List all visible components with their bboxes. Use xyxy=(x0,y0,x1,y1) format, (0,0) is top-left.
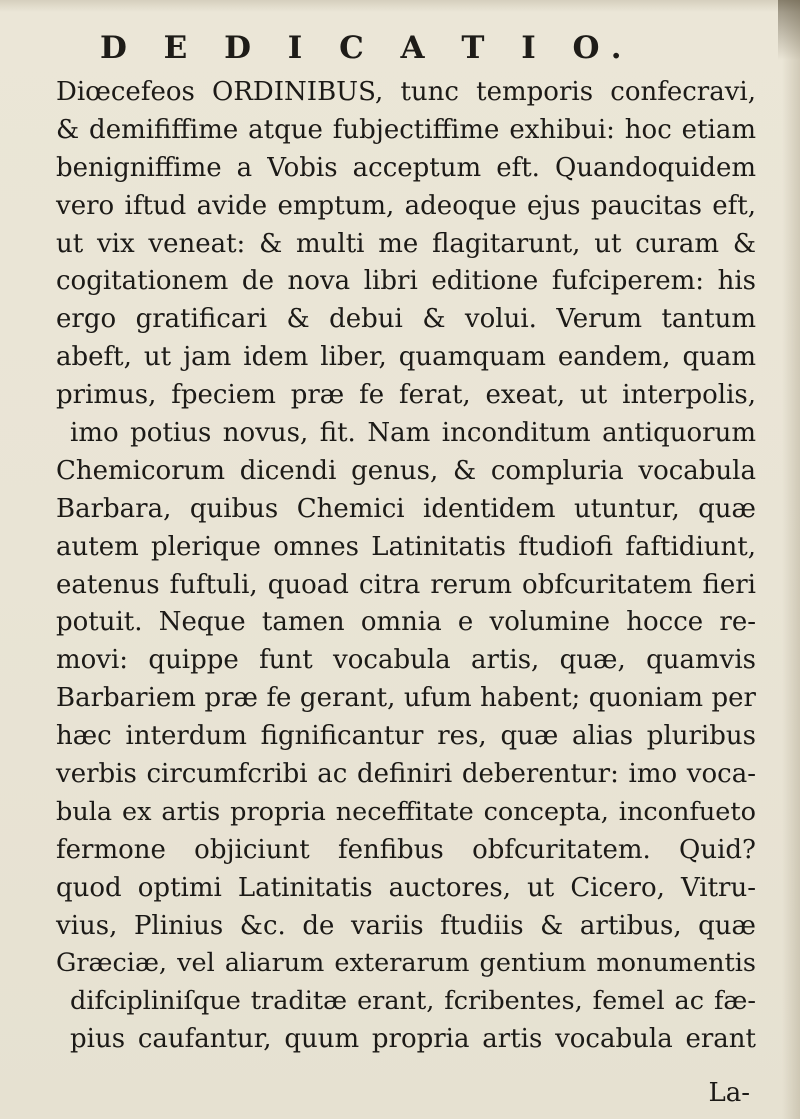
page-top-shadow xyxy=(0,0,800,12)
text-line: Chemicorum dicendi genus, & compluria vocabula xyxy=(56,455,756,486)
text-line: pius caufantur, quum propria artis vocabula erant xyxy=(70,1024,756,1055)
text-line: vero iftud avide emptum, adeoque ejus paucitas eft, xyxy=(56,190,756,221)
running-head: D E D I C A T I O. xyxy=(100,30,635,66)
text-line: vius, Plinius &c. de variis ftudiis & artibus, quæ xyxy=(56,910,756,941)
corner-stain xyxy=(778,0,800,60)
text-line: abeft, ut jam idem liber, quamquam eandem, quam xyxy=(56,342,756,373)
text-line: potuit. Neque tamen omnia e volumine hocce re- xyxy=(56,607,756,638)
page-right-edge xyxy=(782,0,800,1119)
text-line: primus, fpeciem præ fe ferat, exeat, ut interpolis, xyxy=(56,380,756,411)
text-line: ut vix veneat: & multi me flagitarunt, ut curam & xyxy=(56,228,756,259)
text-line: Græciæ, vel aliarum exterarum gentium monumentis xyxy=(56,948,756,979)
text-line: ergo gratificari & debui & volui. Verum tantum xyxy=(56,304,756,335)
text-line: benigniffime a Vobis acceptum eft. Quandoquidem xyxy=(56,152,756,183)
text-line: quod optimi Latinitatis auctores, ut Cicero, Vitru- xyxy=(56,872,756,903)
text-line: hæc interdum fignificantur res, quæ alias pluribus xyxy=(56,721,756,752)
text-line: movi: quippe funt vocabula artis, quæ, quamvis xyxy=(56,645,756,676)
text-line: imo potius novus, fit. Nam inconditum antiquorum xyxy=(70,418,756,449)
text-line: Barbara, quibus Chemici identidem utuntur, quæ xyxy=(56,493,756,524)
text-line: difcipliniſque traditæ erant, fcribentes, femel ac fæ- xyxy=(70,986,756,1017)
text-line: bula ex artis propria neceffitate concepta, inconfueto xyxy=(56,796,756,827)
text-line: fermone objiciunt fenfibus obfcuritatem. Quid? xyxy=(56,834,756,865)
text-line: & demififfime atque fubjectiffime exhibui: hoc etiam xyxy=(56,114,756,145)
text-line: Barbariem præ fe gerant, ufum habent; quoniam per xyxy=(56,683,756,714)
text-line: Diœcefeos ORDINIBUS, tunc temporis confecravi, xyxy=(56,77,756,107)
text-line: verbis circumfcribi ac definiri deberentur: imo voca- xyxy=(56,759,756,790)
text-line: autem plerique omnes Latinitatis ftudiofi faftidiunt, xyxy=(56,531,756,562)
dedication-text xyxy=(56,74,756,1059)
catchword: La- xyxy=(708,1078,750,1108)
text-line: eatenus fuftuli, quoad citra rerum obfcuritatem fieri xyxy=(56,569,756,600)
text-line: cogitationem de nova libri editione fufciperem: his xyxy=(56,266,756,297)
